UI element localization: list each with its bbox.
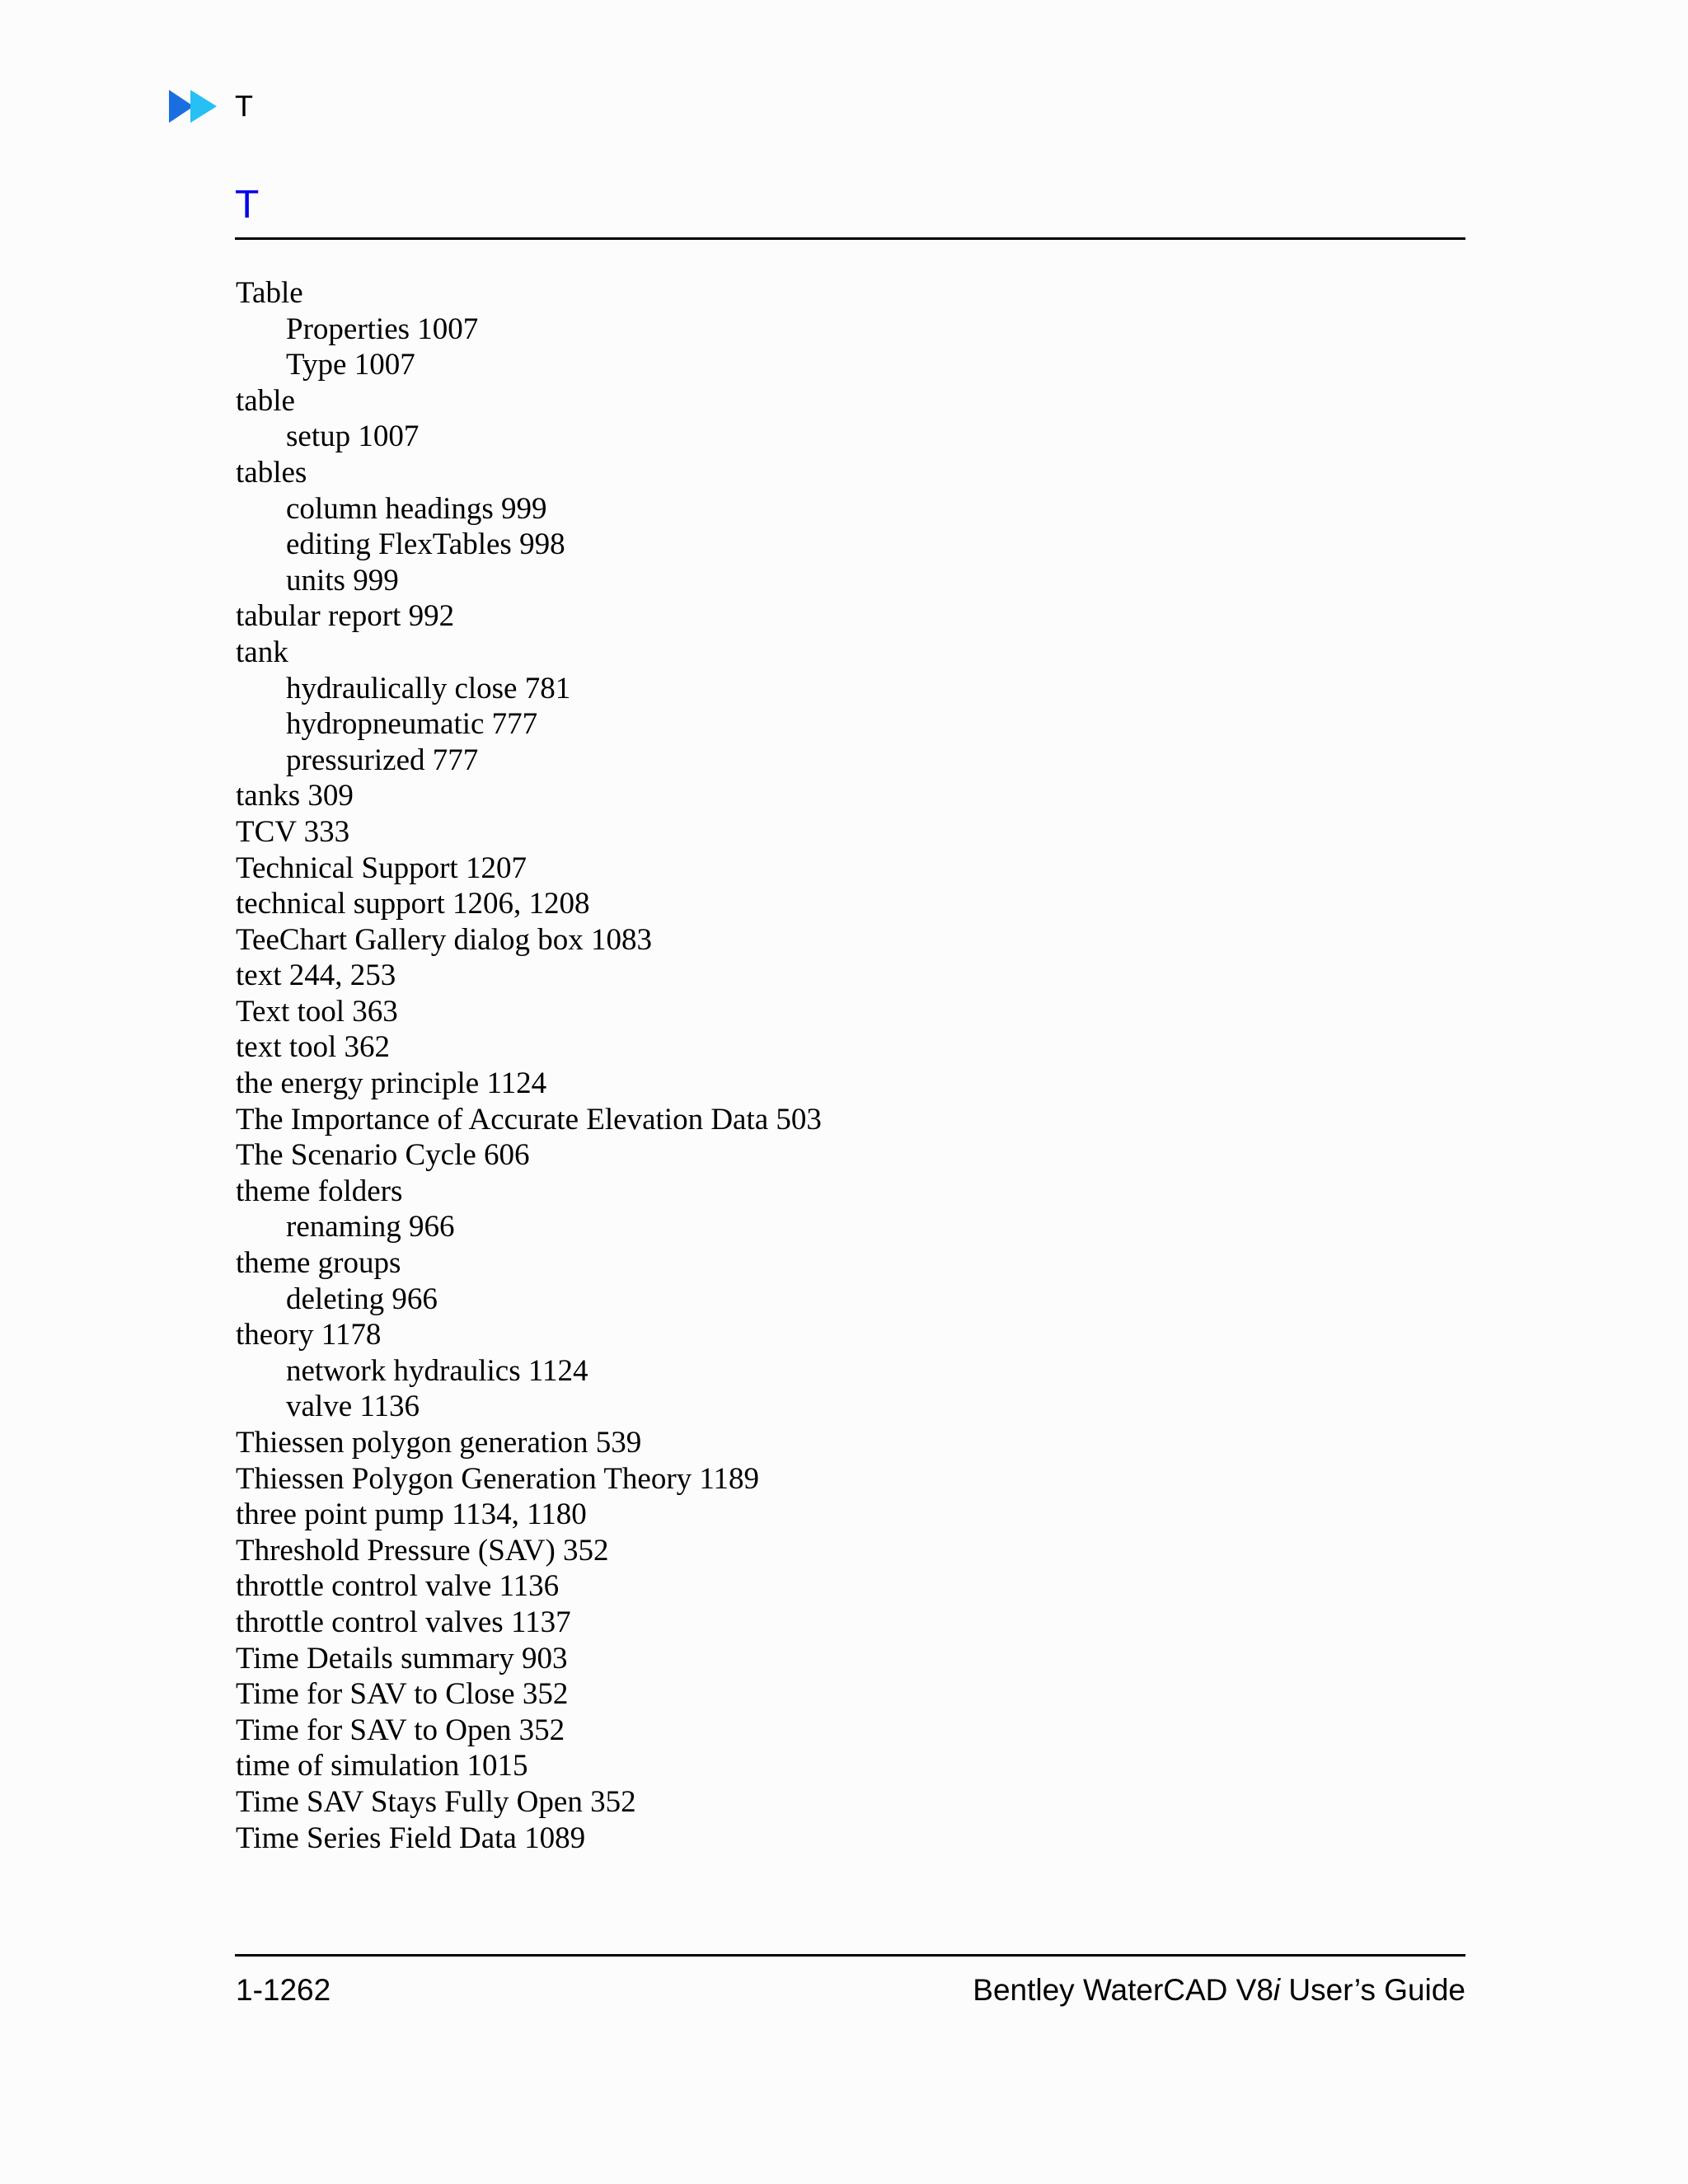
- section-heading: T: [235, 183, 260, 227]
- index-subentry: editing FlexTables 998: [286, 527, 565, 562]
- index-entry: table: [236, 383, 295, 418]
- book-title: [973, 1972, 1465, 2008]
- index-entry: Time Details summary 903: [236, 1641, 568, 1675]
- page-number: 1-1262: [236, 1973, 331, 2007]
- index-subentry: setup 1007: [286, 419, 420, 454]
- index-entry: Time for SAV to Open 352: [236, 1713, 565, 1747]
- index-entry: Technical Support 1207: [236, 851, 527, 885]
- running-head: [169, 86, 253, 127]
- index-entry: throttle control valves 1137: [236, 1605, 571, 1639]
- index-entry: TeeChart Gallery dialog box 1083: [236, 922, 652, 957]
- index-subentry: column headings 999: [286, 491, 547, 526]
- footer-rule: [235, 1954, 1465, 1957]
- index-entry: technical support 1206, 1208: [236, 887, 590, 921]
- index-entry: theme folders: [236, 1174, 403, 1208]
- index-entry: text tool 362: [236, 1030, 391, 1065]
- index-entry: TCV 333: [236, 814, 350, 849]
- index-entry: Table: [236, 276, 303, 310]
- index-entry: throttle control valve 1136: [236, 1569, 560, 1604]
- index-subentry: Properties 1007: [286, 312, 479, 346]
- index-subentry: hydropneumatic 777: [286, 707, 538, 742]
- index-entry: tanks 309: [236, 779, 354, 813]
- index-subentry: units 999: [286, 563, 399, 598]
- index-subentry: deleting 966: [286, 1282, 438, 1316]
- running-head-letter: T: [235, 89, 253, 123]
- book-title-suffix: User’s Guide: [1280, 1973, 1465, 2007]
- index-subentry: pressurized 777: [286, 743, 479, 777]
- index-entry: three point pump 1134, 1180: [236, 1497, 587, 1532]
- index-entry: The Importance of Accurate Elevation Data 503: [236, 1102, 822, 1137]
- index-entry: theory 1178: [236, 1318, 382, 1352]
- index-entry: Time Series Field Data 1089: [236, 1821, 586, 1855]
- index-entry: time of simulation 1015: [236, 1749, 528, 1783]
- index-entry: Threshold Pressure (SAV) 352: [236, 1533, 609, 1568]
- double-arrow-icon: [169, 88, 222, 124]
- index-entry: tank: [236, 635, 288, 669]
- book-title-italic: i: [1273, 1973, 1281, 2007]
- index-subentry: renaming 966: [286, 1210, 455, 1244]
- index-list: [236, 275, 822, 1856]
- index-subentry: valve 1136: [286, 1390, 420, 1424]
- index-entry: Text tool 363: [236, 994, 398, 1029]
- index-entry: tabular report 992: [236, 599, 455, 634]
- index-subentry: network hydraulics 1124: [286, 1353, 588, 1388]
- index-entry: Time for SAV to Close 352: [236, 1677, 569, 1712]
- index-entry: text 244, 253: [236, 958, 396, 993]
- index-subentry: Type 1007: [286, 348, 415, 382]
- index-entry: theme groups: [236, 1246, 401, 1281]
- book-title-prefix: Bentley WaterCAD V8: [973, 1973, 1273, 2007]
- index-entry: Thiessen Polygon Generation Theory 1189: [236, 1461, 760, 1496]
- index-entry: the energy principle 1124: [236, 1066, 547, 1101]
- index-entry: Thiessen polygon generation 539: [236, 1426, 642, 1460]
- index-subentry: hydraulically close 781: [286, 671, 571, 705]
- index-entry: The Scenario Cycle 606: [236, 1138, 530, 1173]
- index-entry: tables: [236, 455, 307, 490]
- heading-rule: [235, 237, 1465, 240]
- index-entry: Time SAV Stays Fully Open 352: [236, 1784, 636, 1819]
